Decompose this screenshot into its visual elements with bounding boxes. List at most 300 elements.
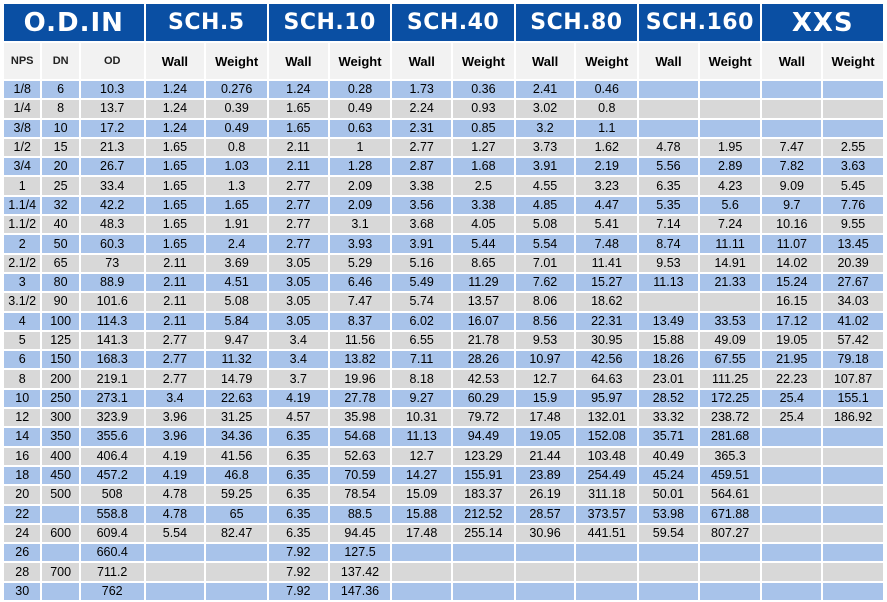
cell-sch40-wall: 2.31: [392, 120, 451, 137]
table-row: [4, 177, 883, 194]
cell-od: 457.2: [81, 467, 144, 484]
cell-sch40-weight: 79.72: [453, 409, 514, 426]
cell-sch160-weight: [700, 120, 761, 137]
cell-sch80-weight: [576, 563, 637, 580]
cell-sch10-wall: 1.65: [269, 120, 328, 137]
cell-sch10-weight: 27.78: [330, 390, 391, 407]
cell-sch160-wall: [639, 293, 698, 310]
cell-dn: 25: [42, 177, 78, 194]
cell-sch160-wall: 53.98: [639, 506, 698, 523]
cell-sch80-wall: 5.08: [516, 216, 575, 233]
cell-xxs-weight: 79.18: [823, 351, 883, 368]
cell-od: 711.2: [81, 563, 144, 580]
cell-sch5-weight: 59.25: [206, 486, 267, 503]
col-header-sch5-wall: Wall: [146, 43, 205, 79]
cell-xxs-weight: 3.63: [823, 158, 883, 175]
cell-xxs-wall: 7.82: [762, 158, 821, 175]
cell-sch160-weight: 4.23: [700, 177, 761, 194]
cell-nps: 1.1/4: [4, 197, 40, 214]
cell-sch160-wall: 5.56: [639, 158, 698, 175]
cell-sch10-wall: 3.05: [269, 313, 328, 330]
cell-sch10-weight: 3.93: [330, 235, 391, 252]
cell-sch40-wall: 2.87: [392, 158, 451, 175]
cell-xxs-weight: 5.45: [823, 177, 883, 194]
cell-nps: 5: [4, 332, 40, 349]
table-row: [4, 525, 883, 542]
cell-sch40-weight: 3.38: [453, 197, 514, 214]
table-row: [4, 390, 883, 407]
group-header-sch40: SCH.40: [392, 4, 513, 41]
cell-sch40-wall: 11.13: [392, 428, 451, 445]
cell-sch10-wall: 2.77: [269, 197, 328, 214]
cell-od: 33.4: [81, 177, 144, 194]
col-header-sch80-wall: Wall: [516, 43, 575, 79]
cell-dn: 15: [42, 139, 78, 156]
cell-nps: 1/8: [4, 81, 40, 98]
cell-od: 219.1: [81, 370, 144, 387]
cell-xxs-weight: [823, 120, 883, 137]
cell-sch10-weight: 94.45: [330, 525, 391, 542]
col-header-dn: DN: [42, 43, 78, 79]
cell-sch5-wall: [146, 583, 205, 600]
cell-od: 508: [81, 486, 144, 503]
cell-sch80-weight: 132.01: [576, 409, 637, 426]
cell-sch10-weight: 35.98: [330, 409, 391, 426]
cell-sch40-wall: 5.49: [392, 274, 451, 291]
cell-sch10-weight: 2.09: [330, 197, 391, 214]
cell-sch80-weight: 103.48: [576, 448, 637, 465]
cell-xxs-wall: [762, 506, 821, 523]
table-row: [4, 486, 883, 503]
cell-dn: 100: [42, 313, 78, 330]
cell-sch5-weight: 1.65: [206, 197, 267, 214]
cell-sch160-weight: 14.91: [700, 255, 761, 272]
cell-nps: 1: [4, 177, 40, 194]
cell-sch40-wall: 15.88: [392, 506, 451, 523]
cell-od: 13.7: [81, 100, 144, 117]
cell-od: 168.3: [81, 351, 144, 368]
table-row: [4, 563, 883, 580]
cell-sch40-weight: 183.37: [453, 486, 514, 503]
cell-sch80-wall: 8.56: [516, 313, 575, 330]
cell-od: 141.3: [81, 332, 144, 349]
cell-sch80-wall: 21.44: [516, 448, 575, 465]
cell-dn: 600: [42, 525, 78, 542]
cell-xxs-weight: [823, 583, 883, 600]
cell-nps: 14: [4, 428, 40, 445]
cell-sch80-wall: 30.96: [516, 525, 575, 542]
cell-sch160-wall: 33.32: [639, 409, 698, 426]
cell-sch40-weight: 94.49: [453, 428, 514, 445]
cell-sch40-weight: 2.5: [453, 177, 514, 194]
cell-nps: 4: [4, 313, 40, 330]
cell-nps: 30: [4, 583, 40, 600]
cell-sch80-weight: [576, 583, 637, 600]
cell-sch80-wall: 4.85: [516, 197, 575, 214]
cell-sch10-weight: 127.5: [330, 544, 391, 561]
cell-sch5-wall: 2.11: [146, 313, 205, 330]
cell-sch5-weight: 65: [206, 506, 267, 523]
cell-nps: 22: [4, 506, 40, 523]
cell-sch160-weight: 67.55: [700, 351, 761, 368]
cell-sch10-weight: 0.49: [330, 100, 391, 117]
cell-sch40-weight: 42.53: [453, 370, 514, 387]
cell-sch5-wall: 3.96: [146, 428, 205, 445]
cell-sch80-weight: 1.1: [576, 120, 637, 137]
cell-sch10-wall: 3.05: [269, 274, 328, 291]
cell-sch40-weight: 16.07: [453, 313, 514, 330]
cell-sch40-wall: 3.38: [392, 177, 451, 194]
cell-sch10-weight: 88.5: [330, 506, 391, 523]
cell-sch80-weight: 4.47: [576, 197, 637, 214]
cell-xxs-weight: [823, 100, 883, 117]
cell-sch80-weight: 152.08: [576, 428, 637, 445]
cell-sch160-weight: 111.25: [700, 370, 761, 387]
cell-dn: 300: [42, 409, 78, 426]
cell-sch160-weight: 49.09: [700, 332, 761, 349]
cell-sch80-wall: 3.73: [516, 139, 575, 156]
table-row: [4, 255, 883, 272]
col-header-nps: NPS: [4, 43, 40, 79]
cell-sch40-wall: [392, 583, 451, 600]
cell-sch10-wall: 4.57: [269, 409, 328, 426]
cell-sch10-wall: 1.65: [269, 100, 328, 117]
cell-sch80-weight: 311.18: [576, 486, 637, 503]
cell-sch80-weight: 42.56: [576, 351, 637, 368]
cell-sch10-weight: 7.47: [330, 293, 391, 310]
cell-sch10-wall: 3.4: [269, 332, 328, 349]
cell-dn: 32: [42, 197, 78, 214]
cell-dn: 65: [42, 255, 78, 272]
cell-sch5-weight: 4.51: [206, 274, 267, 291]
cell-sch5-wall: 1.65: [146, 139, 205, 156]
cell-sch40-wall: 3.56: [392, 197, 451, 214]
cell-sch10-weight: 3.1: [330, 216, 391, 233]
cell-sch40-wall: 14.27: [392, 467, 451, 484]
cell-sch40-weight: 4.05: [453, 216, 514, 233]
cell-sch5-wall: 2.11: [146, 293, 205, 310]
cell-sch40-weight: 21.78: [453, 332, 514, 349]
cell-sch160-wall: 11.13: [639, 274, 698, 291]
cell-sch10-weight: 0.28: [330, 81, 391, 98]
table-row: [4, 313, 883, 330]
cell-sch10-wall: 2.77: [269, 235, 328, 252]
cell-sch5-wall: 1.24: [146, 120, 205, 137]
cell-dn: 20: [42, 158, 78, 175]
cell-dn: 40: [42, 216, 78, 233]
cell-sch160-wall: 28.52: [639, 390, 698, 407]
table-row: [4, 120, 883, 137]
cell-xxs-wall: 16.15: [762, 293, 821, 310]
cell-dn: 250: [42, 390, 78, 407]
cell-sch10-wall: 7.92: [269, 583, 328, 600]
cell-xxs-weight: [823, 428, 883, 445]
cell-sch10-wall: 6.35: [269, 467, 328, 484]
table-row: [4, 158, 883, 175]
cell-xxs-weight: [823, 81, 883, 98]
cell-xxs-wall: 15.24: [762, 274, 821, 291]
cell-sch160-weight: 21.33: [700, 274, 761, 291]
cell-sch5-weight: [206, 544, 267, 561]
cell-sch5-weight: 11.32: [206, 351, 267, 368]
cell-sch40-weight: 11.29: [453, 274, 514, 291]
cell-sch5-weight: 41.56: [206, 448, 267, 465]
cell-sch160-weight: 238.72: [700, 409, 761, 426]
cell-sch80-weight: 373.57: [576, 506, 637, 523]
col-header-xxs-weight: Weight: [823, 43, 883, 79]
cell-sch40-weight: 8.65: [453, 255, 514, 272]
cell-sch80-wall: 23.89: [516, 467, 575, 484]
cell-sch160-weight: 459.51: [700, 467, 761, 484]
cell-sch80-wall: 10.97: [516, 351, 575, 368]
cell-sch160-wall: 59.54: [639, 525, 698, 542]
cell-sch5-weight: 46.8: [206, 467, 267, 484]
cell-dn: 500: [42, 486, 78, 503]
cell-sch160-weight: 11.11: [700, 235, 761, 252]
cell-dn: 700: [42, 563, 78, 580]
cell-dn: 10: [42, 120, 78, 137]
col-header-sch5-weight: Weight: [206, 43, 267, 79]
cell-xxs-weight: 7.76: [823, 197, 883, 214]
cell-xxs-wall: 9.09: [762, 177, 821, 194]
cell-sch160-weight: [700, 563, 761, 580]
cell-dn: 150: [42, 351, 78, 368]
cell-xxs-wall: [762, 563, 821, 580]
cell-sch5-weight: 1.03: [206, 158, 267, 175]
table-row: [4, 370, 883, 387]
cell-xxs-wall: [762, 448, 821, 465]
cell-sch5-wall: 2.11: [146, 274, 205, 291]
table-row: [4, 428, 883, 445]
cell-od: 609.4: [81, 525, 144, 542]
cell-od: 26.7: [81, 158, 144, 175]
cell-sch40-wall: 7.11: [392, 351, 451, 368]
col-header-sch40-weight: Weight: [453, 43, 514, 79]
cell-sch40-wall: 1.73: [392, 81, 451, 98]
cell-sch40-wall: [392, 563, 451, 580]
cell-sch40-wall: 15.09: [392, 486, 451, 503]
cell-sch40-weight: 0.93: [453, 100, 514, 117]
cell-sch80-weight: 64.63: [576, 370, 637, 387]
cell-sch80-wall: 28.57: [516, 506, 575, 523]
table-row: [4, 351, 883, 368]
cell-sch10-weight: 8.37: [330, 313, 391, 330]
cell-xxs-weight: 107.87: [823, 370, 883, 387]
cell-od: 73: [81, 255, 144, 272]
cell-sch5-wall: 1.65: [146, 235, 205, 252]
cell-sch5-weight: 2.4: [206, 235, 267, 252]
cell-xxs-wall: [762, 544, 821, 561]
cell-sch40-weight: 0.85: [453, 120, 514, 137]
cell-sch5-wall: 4.78: [146, 506, 205, 523]
group-header-sch5: SCH.5: [146, 4, 267, 41]
cell-sch10-wall: 2.77: [269, 216, 328, 233]
cell-sch160-wall: 13.49: [639, 313, 698, 330]
cell-sch160-wall: 35.71: [639, 428, 698, 445]
cell-xxs-weight: [823, 448, 883, 465]
cell-sch40-weight: 255.14: [453, 525, 514, 542]
cell-sch80-wall: 3.91: [516, 158, 575, 175]
cell-dn: 90: [42, 293, 78, 310]
cell-sch5-wall: 2.77: [146, 351, 205, 368]
cell-xxs-wall: [762, 486, 821, 503]
cell-sch10-weight: 13.82: [330, 351, 391, 368]
cell-sch5-weight: 0.39: [206, 100, 267, 117]
table-row: [4, 583, 883, 600]
cell-sch40-weight: 60.29: [453, 390, 514, 407]
cell-sch80-wall: 5.54: [516, 235, 575, 252]
cell-sch5-weight: 0.49: [206, 120, 267, 137]
cell-sch10-weight: 1.28: [330, 158, 391, 175]
cell-sch80-wall: 12.7: [516, 370, 575, 387]
cell-sch80-wall: 3.2: [516, 120, 575, 137]
cell-sch10-weight: 6.46: [330, 274, 391, 291]
cell-sch10-wall: 6.35: [269, 486, 328, 503]
cell-sch160-weight: 671.88: [700, 506, 761, 523]
cell-od: 60.3: [81, 235, 144, 252]
cell-sch10-weight: 0.63: [330, 120, 391, 137]
cell-sch40-weight: [453, 544, 514, 561]
cell-nps: 3/8: [4, 120, 40, 137]
cell-sch5-weight: 5.08: [206, 293, 267, 310]
table-row: [4, 274, 883, 291]
cell-sch80-wall: 2.41: [516, 81, 575, 98]
cell-sch40-weight: 1.27: [453, 139, 514, 156]
cell-sch80-weight: 95.97: [576, 390, 637, 407]
pipe-schedule-table: [2, 2, 885, 602]
col-header-sch80-weight: Weight: [576, 43, 637, 79]
cell-sch5-weight: 31.25: [206, 409, 267, 426]
cell-sch80-wall: [516, 583, 575, 600]
table-row: [4, 139, 883, 156]
group-header-sch80: SCH.80: [516, 4, 637, 41]
cell-sch80-weight: 441.51: [576, 525, 637, 542]
cell-sch160-weight: 807.27: [700, 525, 761, 542]
cell-sch160-weight: 7.24: [700, 216, 761, 233]
col-header-sch40-wall: Wall: [392, 43, 451, 79]
cell-sch160-wall: 23.01: [639, 370, 698, 387]
cell-sch40-wall: 17.48: [392, 525, 451, 542]
cell-sch160-weight: 564.61: [700, 486, 761, 503]
cell-nps: 3: [4, 274, 40, 291]
cell-xxs-wall: [762, 100, 821, 117]
cell-nps: 1.1/2: [4, 216, 40, 233]
cell-xxs-weight: 20.39: [823, 255, 883, 272]
cell-nps: 16: [4, 448, 40, 465]
cell-xxs-wall: 10.16: [762, 216, 821, 233]
cell-sch5-weight: 0.276: [206, 81, 267, 98]
cell-nps: 28: [4, 563, 40, 580]
cell-sch80-weight: 0.8: [576, 100, 637, 117]
cell-sch5-weight: 34.36: [206, 428, 267, 445]
col-header-xxs-wall: Wall: [762, 43, 821, 79]
cell-sch5-wall: 1.65: [146, 197, 205, 214]
cell-dn: [42, 583, 78, 600]
cell-sch5-wall: 4.19: [146, 467, 205, 484]
cell-sch10-wall: 3.4: [269, 351, 328, 368]
cell-xxs-wall: [762, 81, 821, 98]
cell-dn: [42, 506, 78, 523]
cell-sch160-wall: [639, 583, 698, 600]
cell-xxs-wall: [762, 525, 821, 542]
cell-sch5-weight: [206, 583, 267, 600]
cell-nps: 3/4: [4, 158, 40, 175]
cell-sch10-weight: 11.56: [330, 332, 391, 349]
table-row: [4, 506, 883, 523]
cell-od: 17.2: [81, 120, 144, 137]
cell-sch80-weight: 254.49: [576, 467, 637, 484]
cell-sch5-wall: 1.65: [146, 177, 205, 194]
table-row: [4, 544, 883, 561]
cell-dn: 6: [42, 81, 78, 98]
cell-sch5-wall: 2.77: [146, 370, 205, 387]
col-header-sch160-wall: Wall: [639, 43, 698, 79]
cell-sch80-weight: 2.19: [576, 158, 637, 175]
col-header-od: OD: [81, 43, 144, 79]
cell-sch40-weight: 0.36: [453, 81, 514, 98]
cell-sch160-wall: [639, 120, 698, 137]
cell-nps: 18: [4, 467, 40, 484]
cell-sch10-wall: 2.77: [269, 177, 328, 194]
cell-sch80-weight: [576, 544, 637, 561]
table-row: [4, 235, 883, 252]
cell-dn: [42, 544, 78, 561]
cell-sch80-weight: 0.46: [576, 81, 637, 98]
cell-xxs-weight: 41.02: [823, 313, 883, 330]
cell-sch5-wall: 1.24: [146, 81, 205, 98]
cell-xxs-wall: 19.05: [762, 332, 821, 349]
cell-xxs-wall: 14.02: [762, 255, 821, 272]
cell-sch10-wall: 2.11: [269, 139, 328, 156]
cell-xxs-wall: 25.4: [762, 390, 821, 407]
cell-sch10-weight: 1: [330, 139, 391, 156]
cell-od: 660.4: [81, 544, 144, 561]
group-header-xxs: XXS: [762, 4, 883, 41]
cell-sch5-weight: 5.84: [206, 313, 267, 330]
cell-od: 355.6: [81, 428, 144, 445]
table-row: [4, 293, 883, 310]
cell-sch10-weight: 52.63: [330, 448, 391, 465]
cell-sch160-weight: [700, 100, 761, 117]
cell-sch5-weight: 1.3: [206, 177, 267, 194]
cell-dn: 125: [42, 332, 78, 349]
cell-sch40-weight: [453, 563, 514, 580]
cell-sch80-weight: 18.62: [576, 293, 637, 310]
cell-od: 114.3: [81, 313, 144, 330]
cell-nps: 24: [4, 525, 40, 542]
cell-xxs-weight: 57.42: [823, 332, 883, 349]
cell-od: 273.1: [81, 390, 144, 407]
cell-xxs-weight: [823, 563, 883, 580]
cell-sch160-weight: 33.53: [700, 313, 761, 330]
cell-sch160-wall: 15.88: [639, 332, 698, 349]
cell-sch5-wall: [146, 544, 205, 561]
cell-dn: 8: [42, 100, 78, 117]
table-row: [4, 467, 883, 484]
cell-sch5-wall: 3.4: [146, 390, 205, 407]
cell-nps: 10: [4, 390, 40, 407]
cell-sch10-wall: 6.35: [269, 506, 328, 523]
cell-sch5-wall: 4.78: [146, 486, 205, 503]
cell-od: 10.3: [81, 81, 144, 98]
cell-sch160-wall: [639, 100, 698, 117]
cell-sch10-wall: 6.35: [269, 428, 328, 445]
cell-od: 762: [81, 583, 144, 600]
cell-xxs-weight: 13.45: [823, 235, 883, 252]
group-header-od: O.D.IN: [4, 4, 144, 41]
cell-sch80-weight: 5.41: [576, 216, 637, 233]
cell-xxs-weight: 155.1: [823, 390, 883, 407]
